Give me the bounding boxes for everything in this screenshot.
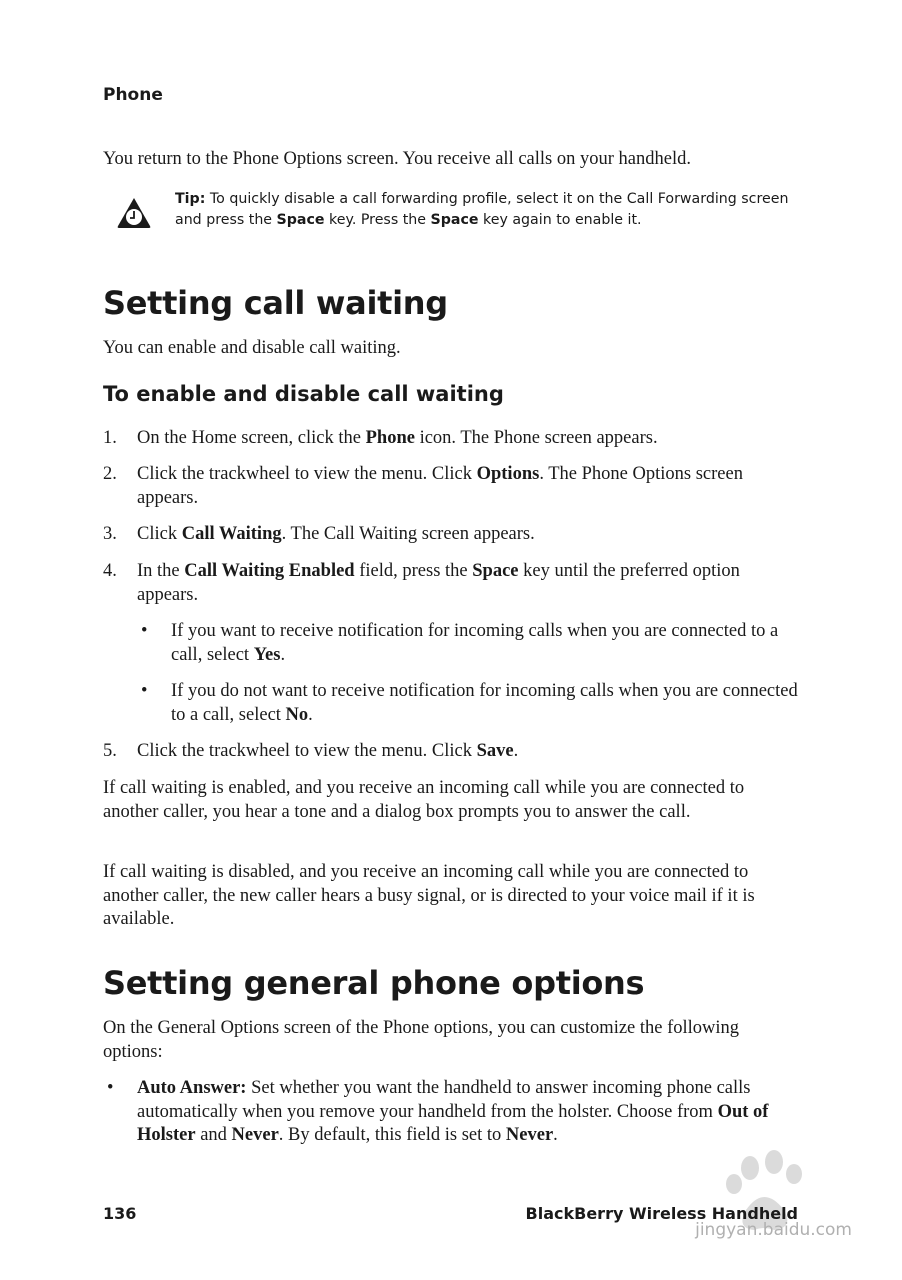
- tip-label: Tip:: [175, 191, 206, 207]
- paragraph-disabled: If call waiting is disabled, and you receive an incoming call while you are connected to another caller, the new caller hears a busy signal, or is directed to your voice mail if it is available.: [103, 862, 755, 929]
- heading-call-waiting: Setting call waiting: [103, 284, 448, 322]
- step-4: 4. In the Call Waiting Enabled field, press the Space key until the preferred option appears.: [103, 561, 740, 605]
- page-number: 136: [103, 1204, 137, 1223]
- book-title: BlackBerry Wireless Handheld: [525, 1204, 798, 1223]
- auto-answer-bullet: • Auto Answer: Set whether you want the handheld to answer incoming phone calls automatically when you remove your handheld from the holster. Choose from Out of Holster and Never. By default, this field is set to Never.: [107, 1078, 769, 1145]
- step-1: 1. On the Home screen, click the Phone icon. The Phone screen appears.: [103, 428, 658, 448]
- subheading-enable-disable: To enable and disable call waiting: [103, 382, 504, 406]
- watermark-text: jingyan.baidu.com: [695, 1220, 852, 1240]
- tip-text: Tip: To quickly disable a call forwarding profile, select it on the Call Forwarding screen and press the Space key. Press the Space key again to enable it.: [175, 191, 789, 228]
- step-3: 3. Click Call Waiting. The Call Waiting screen appears.: [103, 524, 535, 544]
- intro-paragraph: You return to the Phone Options screen. You receive all calls on your handheld.: [103, 149, 691, 169]
- heading-general-options: Setting general phone options: [103, 964, 645, 1002]
- call-waiting-description: You can enable and disable call waiting.: [103, 338, 401, 358]
- step-5: 5. Click the trackwheel to view the menu. Click Save.: [103, 741, 519, 761]
- general-options-intro: On the General Options screen of the Phone options, you can customize the following options:: [103, 1018, 740, 1062]
- running-head: Phone: [103, 85, 163, 105]
- paragraph-enabled: If call waiting is enabled, and you receive an incoming call while you are connected to another caller, you hear a tone and a dialog box prompts you to answer the call.: [103, 778, 745, 822]
- option-yes-bullet: • If you want to receive notification for incoming calls when you are connected to a call, select Yes.: [141, 621, 779, 665]
- step-2: 2. Click the trackwheel to view the menu. Click Options. The Phone Options screen appears.: [103, 464, 743, 508]
- tip-hand-icon: [115, 196, 153, 230]
- option-no-bullet: • If you do not want to receive notification for incoming calls when you are connected to a call, select No.: [141, 681, 798, 725]
